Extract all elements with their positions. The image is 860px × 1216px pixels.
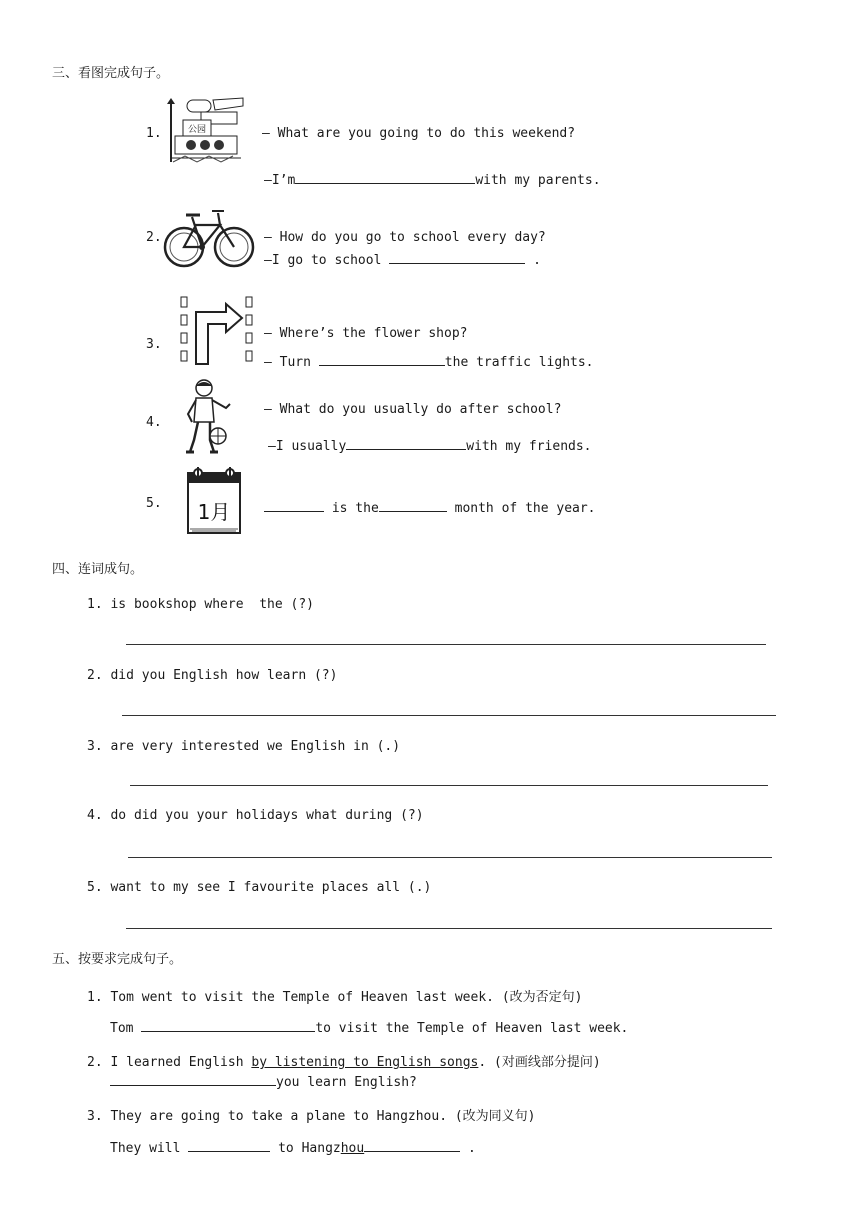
s3-item5-answer: is the month of the year.: [264, 499, 596, 516]
s4-item2: 2. did you English how learn (?): [87, 668, 338, 683]
answer-line[interactable]: [130, 785, 768, 786]
s3-item1-question: — What are you going to do this weekend?: [262, 126, 576, 141]
answer-blank[interactable]: [364, 1139, 460, 1152]
s3-item2-number: 2.: [146, 230, 162, 245]
s5-item3: 3. They are going to take a plane to Hangzhou. (改为同义句): [87, 1109, 536, 1124]
section-3-heading: 三、看图完成句子。: [52, 66, 170, 81]
s5-item3-answer: They will to Hangzhou .: [110, 1141, 476, 1156]
s4-item3: 3. are very interested we English in (.): [87, 739, 401, 754]
answer-blank[interactable]: [110, 1073, 276, 1086]
turn-right-icon: [180, 296, 254, 366]
s5-item2: 2. I learned English by listening to English songs. (对画线部分提问): [87, 1055, 601, 1070]
section-4-heading: 四、连词成句。: [52, 562, 144, 577]
s5-item2-answer: you learn English?: [110, 1073, 417, 1090]
section-5-heading: 五、按要求完成句子。: [52, 952, 183, 967]
answer-blank[interactable]: [188, 1139, 270, 1152]
s3-item4-answer: —I usually with my friends.: [268, 439, 592, 454]
answer-blank[interactable]: [346, 437, 466, 450]
s3-item4-number: 4.: [146, 415, 162, 430]
answer-blank[interactable]: [389, 251, 525, 264]
s3-item1-number: 1.: [146, 126, 162, 141]
s5-item1-answer: Tom to visit the Temple of Heaven last week.: [110, 1021, 629, 1036]
answer-blank[interactable]: [141, 1019, 315, 1032]
answer-blank[interactable]: [379, 499, 447, 512]
s4-item1: 1. is bookshop where the (?): [87, 597, 314, 612]
s3-item4-question: — What do you usually do after school?: [264, 402, 562, 417]
s3-item2-question: — How do you go to school every day?: [264, 230, 546, 245]
s4-item5: 5. want to my see I favourite places all (.): [87, 880, 432, 895]
answer-blank[interactable]: [319, 353, 445, 366]
park-icon: [165, 96, 245, 166]
answer-line[interactable]: [126, 928, 772, 929]
basketball-boy-icon: [184, 378, 236, 456]
s5-item1: 1. Tom went to visit the Temple of Heaven last week. (改为否定句): [87, 990, 583, 1005]
answer-blank[interactable]: [295, 171, 475, 184]
svg-text:公园: 公园: [187, 125, 207, 135]
answer-line[interactable]: [122, 715, 776, 716]
s3-item5-number: 5.: [146, 496, 162, 511]
answer-blank[interactable]: [264, 499, 324, 512]
s3-item3-answer: — Turn the traffic lights.: [264, 355, 594, 370]
s4-item4: 4. do did you your holidays what during (?): [87, 808, 424, 823]
answer-line[interactable]: [126, 644, 766, 645]
underlined-phrase: by listening to English songs: [251, 1055, 479, 1070]
answer-line[interactable]: [128, 857, 772, 858]
calendar-icon: [186, 465, 242, 535]
s3-item1-answer: —I’m with my parents.: [264, 173, 601, 188]
s3-item2-answer: —I go to school .: [264, 253, 541, 268]
s3-item3-number: 3.: [146, 337, 162, 352]
bicycle-icon: [164, 203, 254, 269]
s3-item3-question: — Where’s the flower shop?: [264, 326, 468, 341]
svg-text:1月: 1月: [197, 500, 231, 524]
